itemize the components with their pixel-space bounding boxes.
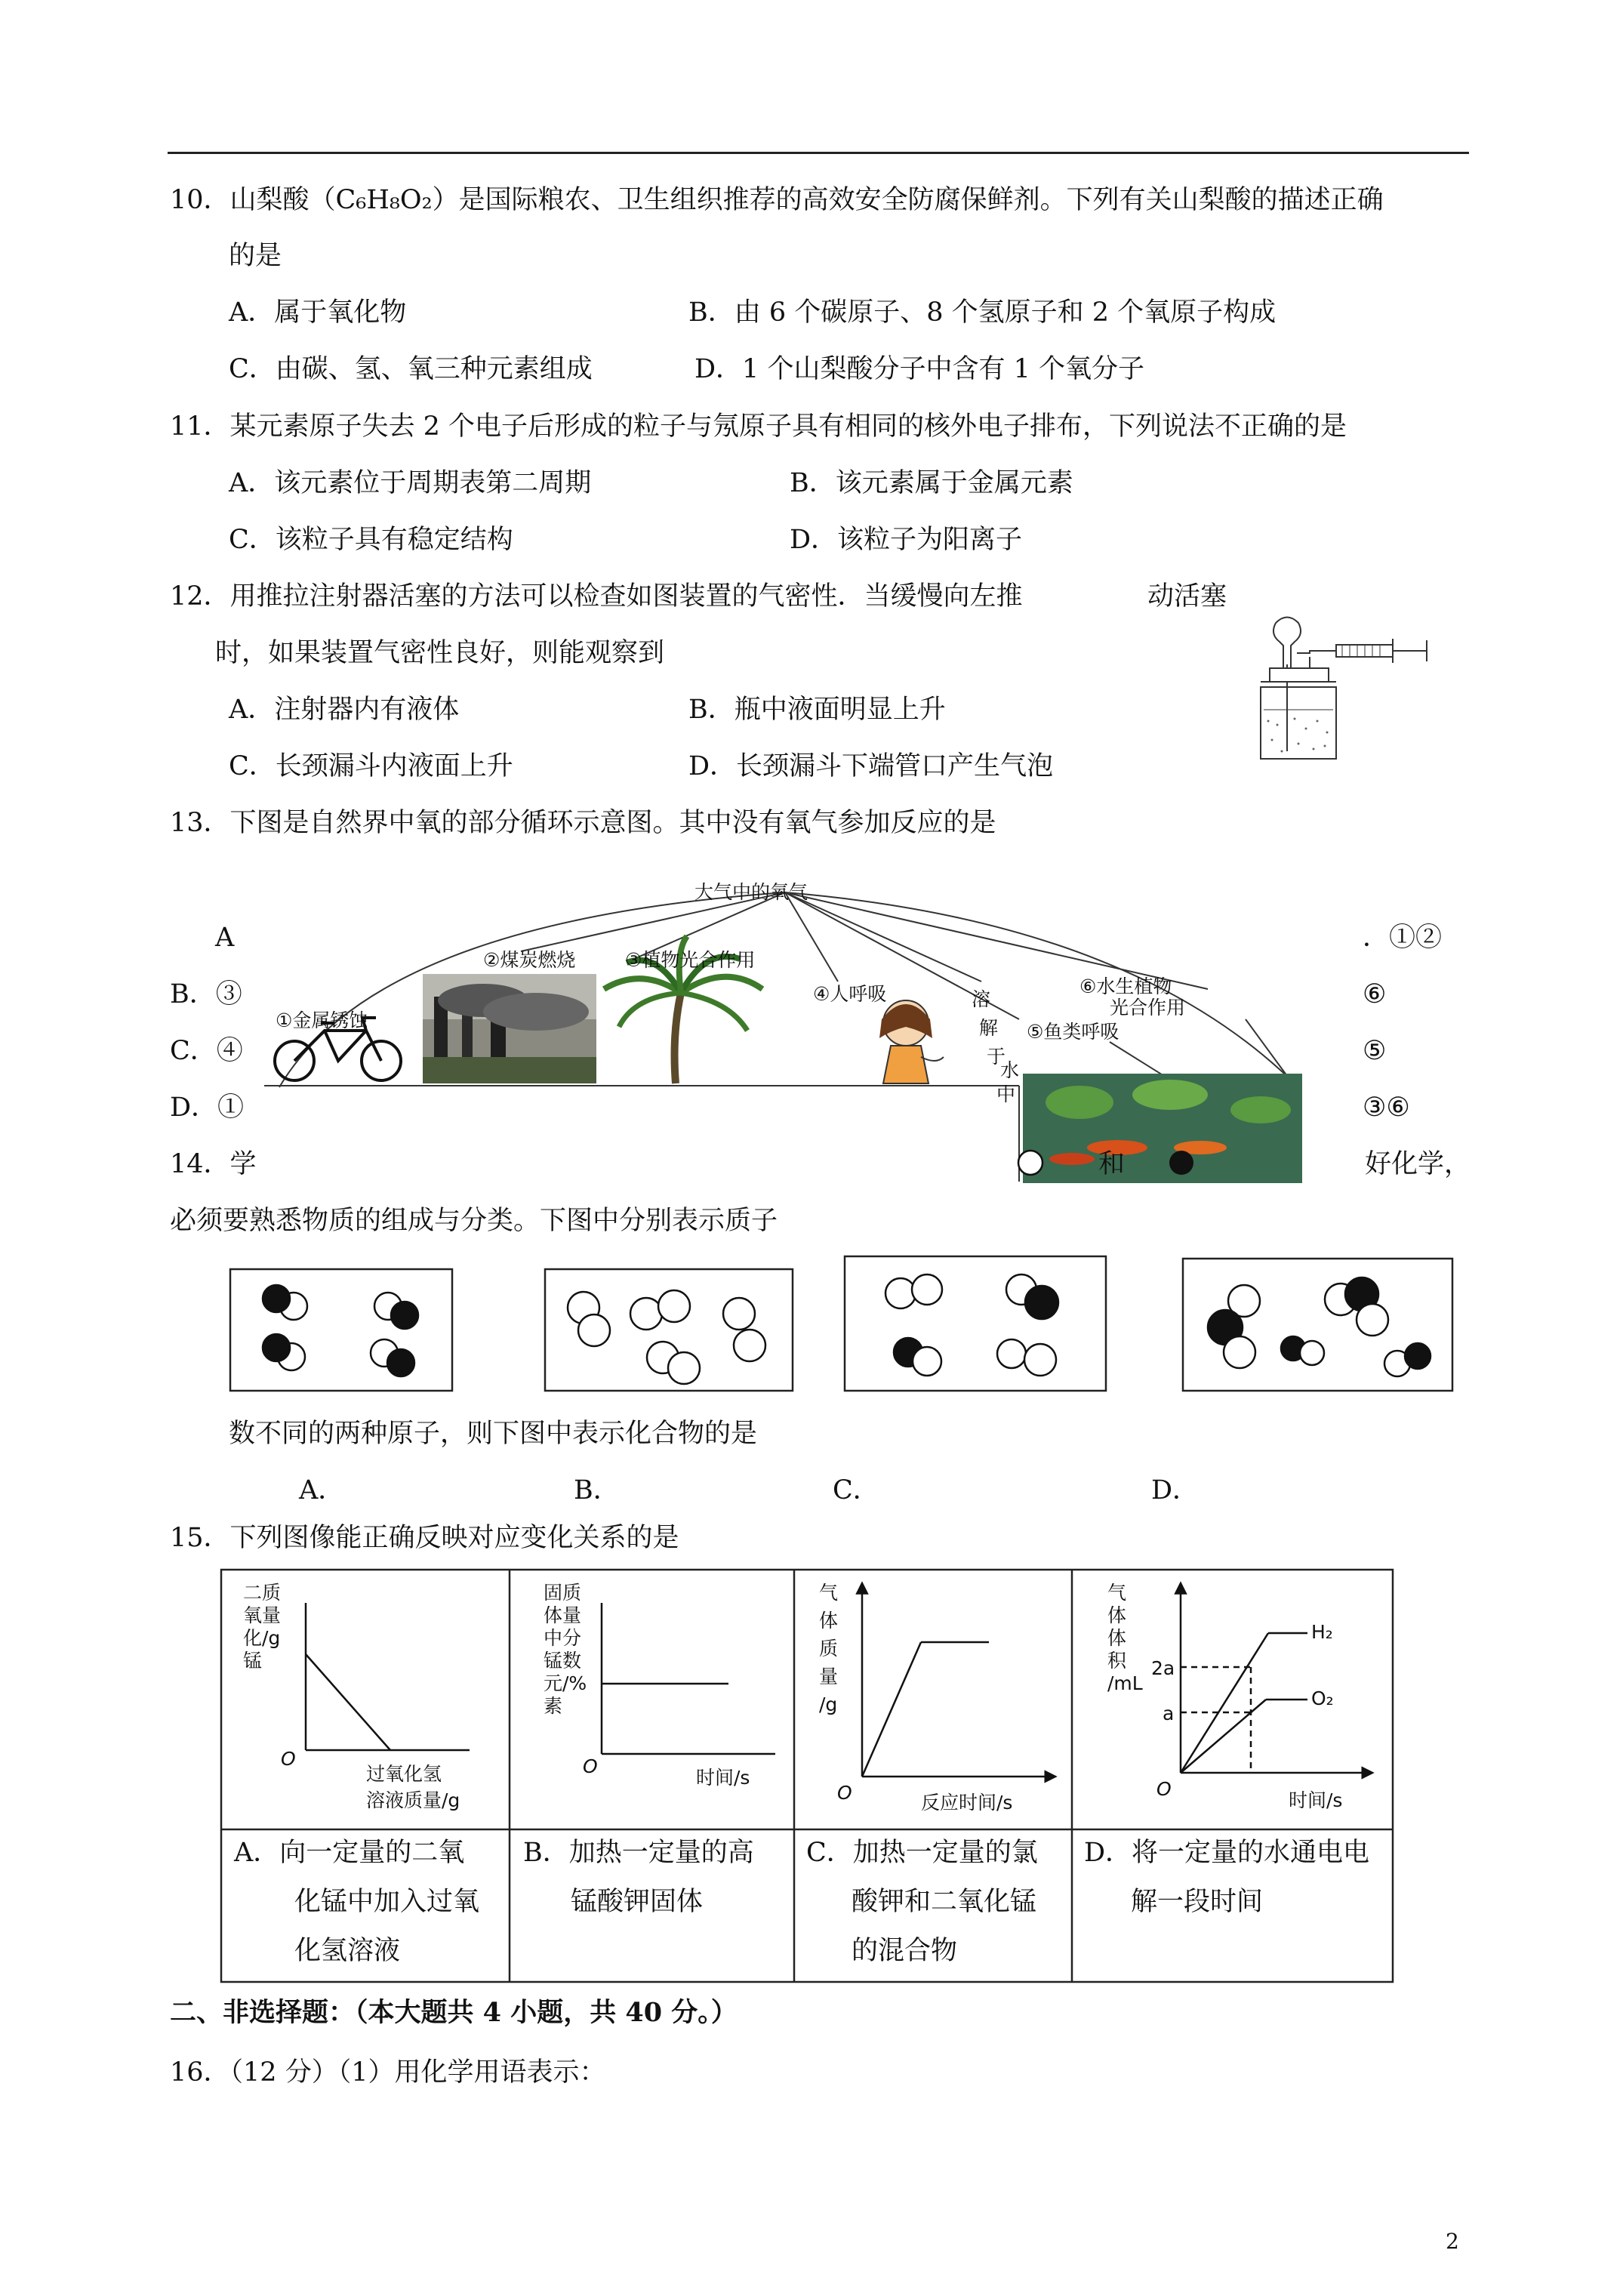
graph-b-ylabel-6: 素 — [544, 1695, 563, 1717]
graph-b-ylabel-4: 锰数 — [544, 1650, 582, 1672]
header-rule — [168, 152, 1469, 154]
graph-d-tick-a: a — [1163, 1703, 1175, 1724]
q13-option-c-right: ⑤ — [1363, 1036, 1387, 1066]
q12-option-c: C．长颈漏斗内液面上升 — [229, 751, 513, 781]
graph-a-xlabel-2: 溶液质量/g — [366, 1789, 460, 1811]
section-2-heading: 二、非选择题：（本大题共 4 小题，共 40 分。） — [170, 1997, 738, 2028]
graph-c-ylabel-1: 气 — [819, 1582, 839, 1604]
diagram-label-dissolve-3: 于 — [987, 1046, 1006, 1068]
diagram-label-rusting: ①金属锈蚀 — [276, 1009, 368, 1031]
graph-d-caption-1: D．将一定量的水通电电 — [1084, 1838, 1370, 1868]
graph-d-ylabel-1: 气 — [1107, 1582, 1127, 1604]
diagram-label-fish-respiration: ⑤鱼类呼吸 — [1027, 1021, 1119, 1043]
oxygen-cycle-diagram — [264, 876, 1344, 1185]
q12-option-b: B．瓶中液面明显上升 — [688, 695, 946, 725]
graph-c-ylabel-2: 体 — [819, 1610, 839, 1632]
q14-option-a: A． — [299, 1475, 345, 1505]
q12-stem-cont: 时，如果装置气密性良好，则能观察到 — [215, 638, 665, 668]
graph-c-ylabel-5: /g — [819, 1693, 838, 1715]
diagram-label-dissolve-2: 解 — [979, 1017, 999, 1039]
factory-smoke-image — [423, 974, 596, 1083]
q14-stem-start: 14．学 — [170, 1149, 257, 1179]
graph-b-caption-2: 锰酸钾固体 — [571, 1887, 704, 1917]
page-number: 2 — [1446, 2229, 1459, 2254]
graph-d-ylabel-5: /mL — [1107, 1672, 1143, 1694]
q10-option-d: D．1 个山梨酸分子中含有 1 个氧分子 — [694, 354, 1144, 384]
diagram-label-atmosphere-oxygen: 大气中的氧气 — [694, 881, 808, 903]
molecule-box-b — [544, 1268, 793, 1391]
molecule-box-a — [229, 1268, 453, 1391]
graph-table — [220, 1569, 1394, 1983]
q16-stem: 16．（12 分）（1）用化学用语表示： — [170, 2057, 606, 2088]
graph-b-ylabel-3: 中分 — [544, 1627, 582, 1649]
graph-b-caption-1: B．加热一定量的高 — [523, 1838, 754, 1868]
graph-a-ylabel-1: 二质 — [243, 1582, 282, 1604]
white-atom-icon — [1015, 1148, 1046, 1178]
q14-stem-cont2: 数不同的两种原子，则下图中表示化合物的是 — [229, 1419, 758, 1449]
diagram-label-photosynthesis: ③植物光合作用 — [625, 949, 756, 971]
fish-pond-image — [1023, 1074, 1302, 1183]
graph-a-ylabel-3: 化/g — [243, 1627, 281, 1649]
graph-a-caption-2: 化锰中加入过氧 — [294, 1887, 480, 1917]
graph-a-caption-3: 化氢溶液 — [294, 1936, 401, 1966]
q12-option-a: A．注射器内有液体 — [229, 695, 460, 725]
black-atom-icon — [1166, 1148, 1196, 1178]
graph-d-xlabel: 时间/s — [1289, 1789, 1343, 1811]
diagram-label-aquatic-plants: ⑥水生植物 — [1079, 975, 1172, 997]
q12-stem: 12．用推拉注射器活塞的方法可以检查如图装置的气密性．当缓慢向左推 — [170, 581, 1023, 612]
diagram-label-dissolve-5: 中 — [996, 1083, 1016, 1105]
q10-stem: 10．山梨酸（C₆H₈O₂）是国际粮农、卫生组织推荐的高效安全防腐保鲜剂。下列有关山梨酸的描述正确 — [170, 185, 1384, 215]
graph-c-origin: O — [837, 1782, 852, 1804]
graph-c-ylabel-4: 量 — [819, 1666, 839, 1687]
graph-c-caption-2: 酸钾和二氧化锰 — [852, 1887, 1037, 1917]
q14-option-b: B． — [574, 1475, 620, 1505]
diagram-label-human-respiration: ④人呼吸 — [813, 983, 887, 1005]
q10-option-c: C．由碳、氢、氧三种元素组成 — [229, 354, 593, 384]
q13-option-b-right: ⑥ — [1363, 979, 1387, 1009]
q11-option-a: A．该元素位于周期表第二周期 — [229, 468, 592, 498]
q12-option-d: D．长颈漏斗下端管口产生气泡 — [688, 751, 1054, 781]
airtightness-apparatus — [1253, 612, 1449, 763]
q10-option-a: A．属于氧化物 — [229, 297, 407, 328]
graph-a-caption-1: A．向一定量的二氧 — [234, 1838, 465, 1868]
q14-stem-end: 好化学， — [1365, 1149, 1471, 1179]
graph-a-ylabel-4: 锰 — [243, 1650, 263, 1672]
graph-a-ylabel-2: 氧量 — [243, 1604, 282, 1626]
q14-option-d: D． — [1151, 1475, 1200, 1505]
q15-stem: 15．下列图像能正确反映对应变化关系的是 — [170, 1523, 679, 1553]
graph-b-origin: O — [583, 1755, 598, 1777]
graph-d-ylabel-3: 体 — [1107, 1627, 1127, 1649]
q10-option-b: B．由 6 个碳原子、8 个氢原子和 2 个氧原子构成 — [688, 297, 1277, 328]
graph-a-origin: O — [281, 1748, 296, 1770]
diagram-label-dissolve-4: 水 — [1000, 1059, 1020, 1081]
q13-option-a-right: ．①② — [1363, 923, 1443, 953]
graph-d-origin: O — [1156, 1778, 1172, 1800]
molecule-box-d — [1182, 1258, 1453, 1391]
q11-option-d: D．该粒子为阳离子 — [790, 525, 1023, 555]
graph-b-xlabel: 时间/s — [696, 1767, 750, 1789]
q10-stem-cont: 的是 — [229, 241, 282, 271]
graph-b-ylabel-1: 固质 — [544, 1582, 582, 1604]
q14-option-c: C． — [833, 1475, 879, 1505]
graph-d-caption-2: 解一段时间 — [1131, 1887, 1264, 1917]
q13-option-b: B．③ — [170, 979, 242, 1009]
q13-option-c: C．④ — [170, 1036, 243, 1066]
q11-option-c: C．该粒子具有稳定结构 — [229, 525, 513, 555]
graph-d-o2-label: O₂ — [1311, 1687, 1334, 1709]
q13-option-a: A — [215, 923, 235, 953]
graph-d-ylabel-2: 体 — [1107, 1604, 1127, 1626]
q14-stem-and: 和 — [1098, 1149, 1126, 1179]
graph-d-h2-label: H₂ — [1311, 1621, 1333, 1643]
graph-c-ylabel-3: 质 — [819, 1638, 839, 1660]
graph-a-xlabel-1: 过氧化氢 — [366, 1763, 442, 1785]
q13-option-d-right: ③⑥ — [1363, 1093, 1410, 1123]
q13-option-d: D．① — [170, 1093, 245, 1123]
q11-stem: 11．某元素原子失去 2 个电子后形成的粒子与氖原子具有相同的核外电子排布，下列说法不正确的是 — [170, 411, 1347, 442]
graph-b-ylabel-2: 体量 — [544, 1604, 582, 1626]
graph-c-caption-3: 的混合物 — [852, 1936, 958, 1966]
graph-d-tick-2a: 2a — [1151, 1657, 1175, 1679]
diagram-label-aquatic-photosynthesis: 光合作用 — [1110, 997, 1186, 1019]
q12-stem-b: 动活塞 — [1147, 581, 1227, 612]
diagram-label-dissolve-1: 溶 — [972, 988, 991, 1010]
graph-c-caption-1: C．加热一定量的氯 — [806, 1838, 1038, 1868]
molecule-box-c — [844, 1256, 1107, 1391]
graph-b-ylabel-5: 元/% — [544, 1672, 587, 1694]
q11-option-b: B．该元素属于金属元素 — [790, 468, 1073, 498]
q14-stem-cont: 必须要熟悉物质的组成与分类。下图中分别表示质子 — [170, 1206, 778, 1236]
graph-d-ylabel-4: 积 — [1107, 1650, 1127, 1672]
diagram-label-coal-burning: ②煤炭燃烧 — [483, 949, 576, 971]
graph-c-xlabel: 反应时间/s — [921, 1792, 1013, 1814]
q13-stem: 13．下图是自然界中氧的部分循环示意图。其中没有氧气参加反应的是 — [170, 808, 996, 838]
